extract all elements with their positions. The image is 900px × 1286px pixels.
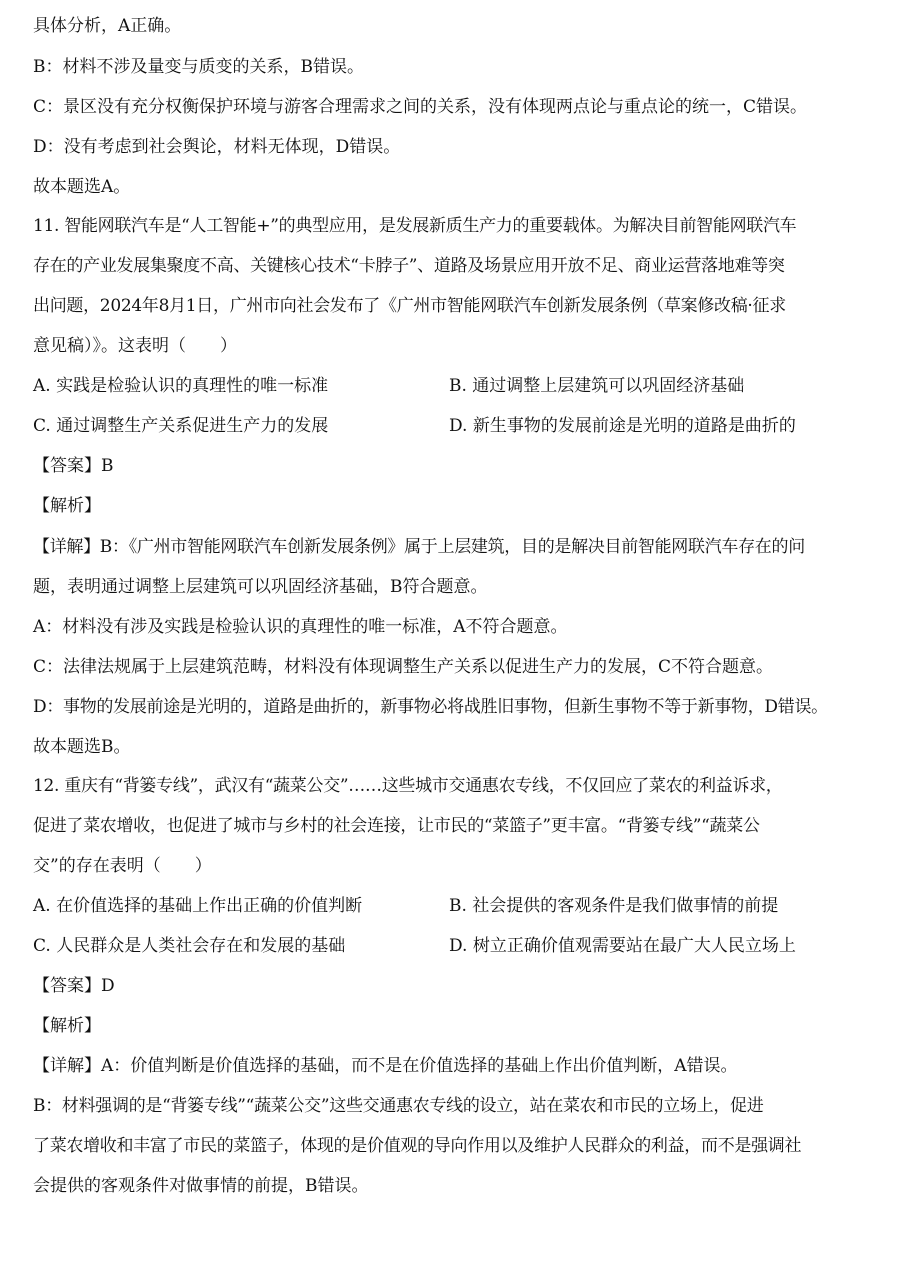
q11-analysis-heading: 【解析】: [33, 496, 101, 516]
q11-option-c: C. 通过调整生产关系促进生产力的发展: [33, 416, 329, 436]
q12-detail-line: B：材料强调的是“背篓专线”“蔬菜公交”这些交通惠农专线的设立，站在菜农和市民的立场上，促进: [33, 1096, 764, 1116]
q11-detail-line: D：事物的发展前途是光明的，道路是曲折的，新事物必将战胜旧事物，但新生事物不等于新事物，D错误。: [33, 697, 828, 717]
q11-answer: 【答案】B: [33, 456, 114, 476]
q11-detail-line: 故本题选B。: [33, 737, 131, 757]
q11-option-a: A. 实践是检验认识的真理性的唯一标准: [33, 376, 329, 396]
q11-detail-line: 题，表明通过调整上层建筑可以巩固经济基础，B符合题意。: [33, 577, 488, 597]
q12-analysis-heading: 【解析】: [33, 1016, 101, 1036]
q11-stem-line: 存在的产业发展集聚度不高、关键核心技术“卡脖子”、道路及场景应用开放不足、商业运营落地难等突: [33, 256, 785, 276]
q12-option-d: D. 树立正确价值观需要站在最广大人民立场上: [449, 936, 796, 956]
text-line: B：材料不涉及量变与质变的关系，B错误。: [33, 57, 364, 77]
q12-answer: 【答案】D: [33, 976, 115, 996]
text-line: C：景区没有充分权衡保护环境与游客合理需求之间的关系，没有体现两点论与重点论的统一，C错误。: [33, 97, 808, 117]
q11-detail-line: C：法律法规属于上层建筑范畴，材料没有体现调整生产关系以促进生产力的发展，C不符合题意。: [33, 657, 774, 677]
q11-detail-line: A：材料没有涉及实践是检验认识的真理性的唯一标准，A不符合题意。: [33, 617, 568, 637]
q12-option-b: B. 社会提供的客观条件是我们做事情的前提: [449, 896, 779, 916]
q12-detail-line: 会提供的客观条件对做事情的前提，B错误。: [33, 1176, 369, 1196]
q12-stem-line: 促进了菜农增收，也促进了城市与乡村的社会连接，让市民的“菜篮子”更丰富。“背篓专线”“蔬菜公: [33, 816, 760, 836]
q11-stem-line: 出问题，2024年8月1日，广州市向社会发布了《广州市智能网联汽车创新发展条例（草案修改稿·征求: [33, 296, 786, 316]
q12-detail-line: 【详解】A：价值判断是价值选择的基础，而不是在价值选择的基础上作出价值判断，A错误。: [33, 1056, 738, 1076]
q12-detail-line: 了菜农增收和丰富了市民的菜篮子，体现的是价值观的导向作用以及维护人民群众的利益，而不是强调社: [33, 1136, 802, 1156]
q11-stem-line: 11. 智能网联汽车是“人工智能+”的典型应用，是发展新质生产力的重要载体。为解决目前智能网联汽车: [33, 216, 797, 236]
q11-option-b: B. 通过调整上层建筑可以巩固经济基础: [449, 376, 745, 396]
text-line: 故本题选A。: [33, 177, 131, 197]
q12-stem-line: 交”的存在表明（ ）: [33, 856, 212, 876]
text-line: 具体分析，A正确。: [33, 16, 182, 36]
q12-option-a: A. 在价值选择的基础上作出正确的价值判断: [33, 896, 363, 916]
q12-stem-line: 12. 重庆有“背篓专线”，武汉有“蔬菜公交”……这些城市交通惠农专线，不仅回应了菜农的利益诉求，: [33, 776, 783, 796]
q11-option-d: D. 新生事物的发展前途是光明的道路是曲折的: [449, 416, 796, 436]
q11-detail-line: 【详解】B：《广州市智能网联汽车创新发展条例》属于上层建筑，目的是解决目前智能网联汽车存在的问: [33, 537, 805, 557]
q12-option-c: C. 人民群众是人类社会存在和发展的基础: [33, 936, 346, 956]
text-line: D：没有考虑到社会舆论，材料无体现，D错误。: [33, 137, 401, 157]
q11-stem-line: 意见稿）》。这表明（ ）: [33, 336, 237, 356]
